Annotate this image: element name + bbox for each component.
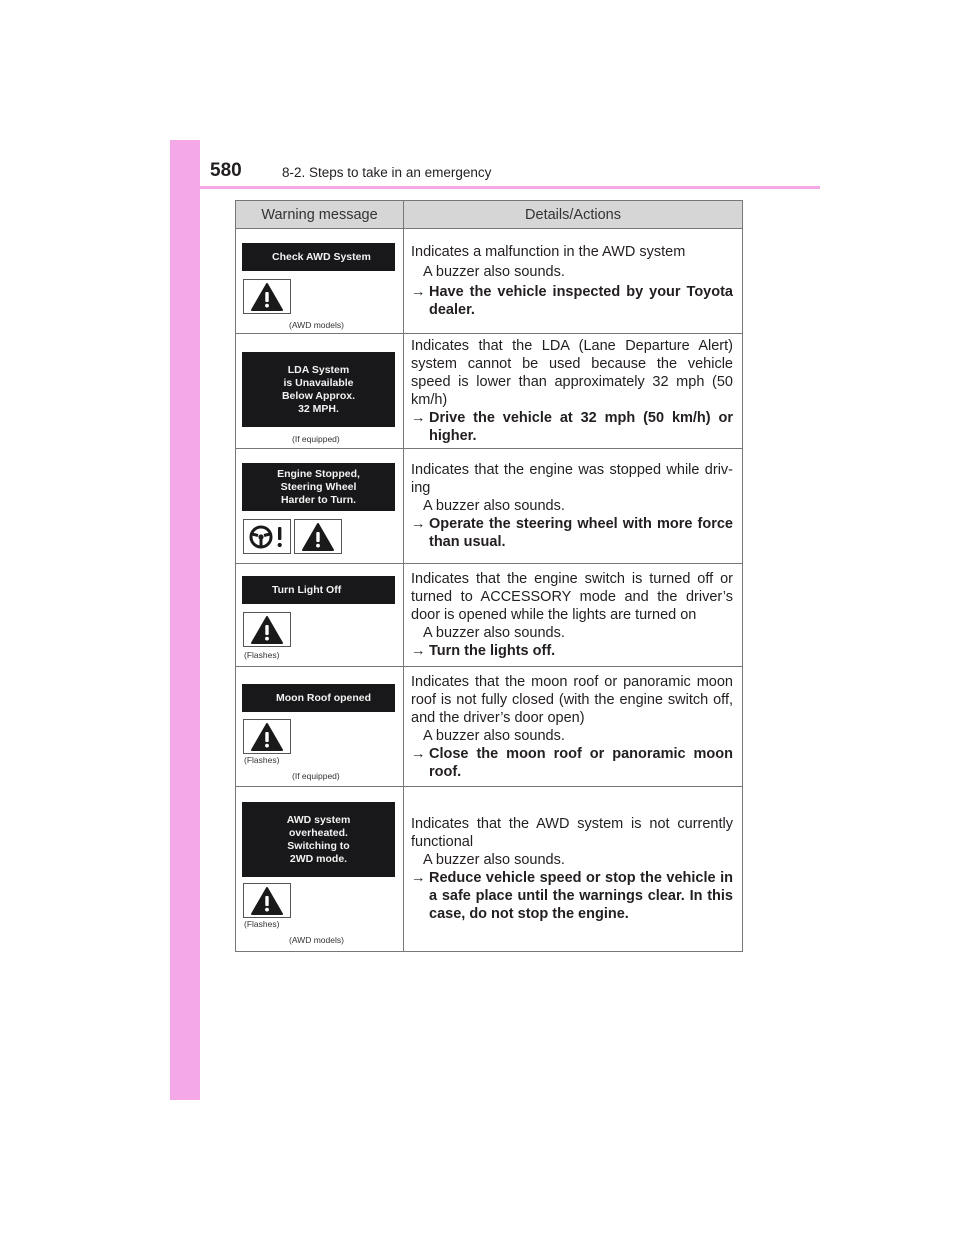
- sub-note: A buzzer also sounds.: [423, 727, 565, 744]
- table-row: [236, 449, 742, 564]
- column-header-warning-message: Warning message: [236, 201, 404, 228]
- warning-message-cell: [236, 667, 404, 786]
- model-note: (If equipped): [292, 771, 340, 781]
- description: Indicates that the moon roof or panoramic moon roof is not fully closed (with the engine switch off, and the driver’s door open): [411, 673, 733, 726]
- details-cell: [404, 449, 742, 563]
- flashes-note: (Flashes): [244, 755, 280, 765]
- model-note: (AWD models): [289, 935, 344, 945]
- action-text: Drive the vehicle at 32 mph (50 km/h) or higher.: [429, 410, 733, 444]
- warning-message-cell: [236, 229, 404, 333]
- display-message-line: Harder to Turn.: [280, 493, 357, 506]
- model-note: (If equipped): [292, 434, 340, 444]
- description: Indicates that the engine was stopped while driv- ing: [411, 462, 733, 496]
- sub-note: A buzzer also sounds.: [423, 498, 565, 514]
- display-message-line: Below Approx.: [281, 389, 356, 402]
- display-message-line: AWD system: [286, 813, 351, 826]
- details-cell: [404, 667, 742, 786]
- table-row: [236, 564, 742, 667]
- side-tab-bar: [170, 140, 200, 1100]
- page-number: 580: [210, 160, 242, 181]
- action: [411, 515, 733, 551]
- display-message-line: 2WD mode.: [289, 852, 348, 865]
- warning-triangle-icon: [243, 719, 291, 754]
- warning-message-cell: [236, 449, 404, 563]
- sub-note: A buzzer also sounds.: [423, 852, 565, 868]
- arrow-icon: →: [411, 643, 426, 659]
- details-cell: [404, 787, 742, 951]
- action: [411, 745, 733, 781]
- details-cell: [404, 334, 742, 448]
- arrow-icon: →: [411, 516, 426, 532]
- details-cell: [404, 229, 742, 333]
- details-cell: [404, 564, 742, 666]
- arrow-icon: →: [411, 745, 426, 762]
- sub-note: A buzzer also sounds.: [423, 264, 565, 280]
- display-message-line: Engine Stopped,: [277, 467, 360, 480]
- display-message: [242, 684, 395, 712]
- action: [411, 642, 733, 660]
- display-message-line: 32 MPH.: [298, 402, 339, 415]
- display-message-text: Turn Light Off: [272, 583, 342, 596]
- display-message: [242, 576, 395, 604]
- display-message-line: is Unavailable: [283, 376, 354, 389]
- display-message: [242, 243, 395, 271]
- arrow-icon: →: [411, 410, 426, 426]
- action-text: Turn the lights off.: [429, 643, 556, 659]
- model-note: (AWD models): [289, 320, 344, 330]
- description: Indicates a malfunction in the AWD system: [411, 244, 686, 260]
- display-message: [242, 802, 395, 877]
- flashes-note: (Flashes): [244, 919, 280, 929]
- description: Indicates that the AWD system is not currently functional: [411, 816, 733, 850]
- display-message-text: Check AWD System: [272, 250, 371, 263]
- display-message-line: overheated.: [289, 826, 348, 839]
- display-message: [242, 352, 395, 427]
- warning-triangle-icon: [243, 883, 291, 918]
- table-row: [236, 229, 742, 334]
- display-message-line: Switching to: [287, 839, 350, 852]
- warning-message-table: [235, 200, 743, 952]
- action-text: Operate the steering wheel with more force than usual.: [429, 516, 733, 550]
- warning-message-cell: [236, 334, 404, 448]
- table-row: [236, 667, 742, 787]
- warning-message-cell: [236, 564, 404, 666]
- action: [411, 409, 733, 445]
- action-text: Reduce vehicle speed or stop the vehicle in a safe place until the warnings clear. In this case, do not stop the engine.: [429, 870, 733, 922]
- table-row: [236, 334, 742, 449]
- description: Indicates that the engine switch is turned off or turned to ACCESSORY mode and the driver’s door is opened while the lights are turned on: [411, 571, 733, 623]
- display-message: [242, 463, 395, 511]
- action: [411, 283, 733, 319]
- sub-note: A buzzer also sounds.: [423, 625, 565, 641]
- warning-triangle-icon: [294, 519, 342, 554]
- arrow-icon: →: [411, 870, 426, 886]
- action-text: Have the vehicle inspected by your Toyota dealer.: [429, 284, 733, 318]
- warning-triangle-icon: [243, 612, 291, 647]
- warning-triangle-icon: [243, 279, 291, 314]
- action-text: Close the moon roof or panoramic moon roof.: [429, 745, 733, 780]
- arrow-icon: →: [411, 284, 426, 300]
- table-header: [236, 201, 742, 229]
- description: Indicates that the LDA (Lane Departure Alert) system cannot be used because the vehicle speed is lower than approximately 32 mph (50 km/h): [411, 338, 733, 408]
- display-message-line: Steering Wheel: [280, 480, 357, 493]
- warning-message-cell: [236, 787, 404, 951]
- display-message-line: LDA System: [287, 363, 350, 376]
- flashes-note: (Flashes): [244, 650, 280, 660]
- action: [411, 869, 733, 923]
- section-title: 8-2. Steps to take in an emergency: [282, 165, 492, 180]
- steering-warning-icon: [243, 519, 291, 554]
- header-rule: [170, 186, 820, 189]
- column-header-details-actions: Details/Actions: [525, 206, 621, 223]
- display-message-text: Moon Roof opened: [276, 691, 372, 704]
- table-row: [236, 787, 742, 951]
